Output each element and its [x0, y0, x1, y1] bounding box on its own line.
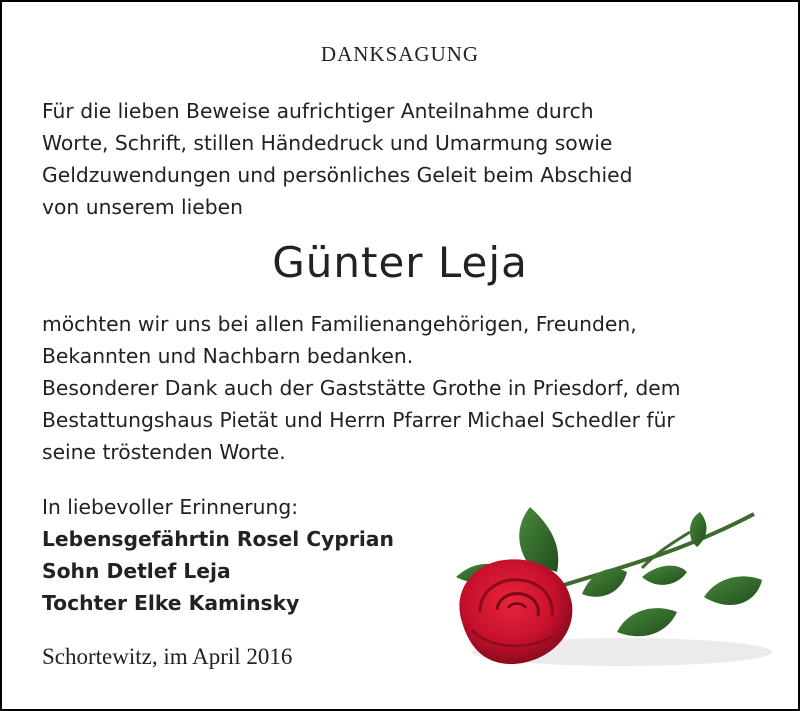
intro-line: Für die lieben Beweise aufrichtiger Anteilnahme durch	[42, 99, 594, 123]
thanks-paragraph	[42, 308, 772, 372]
red-rose-icon	[442, 502, 782, 682]
intro-line: Worte, Schrift, stillen Händedruck und Umarmung sowie	[42, 131, 613, 155]
thanks-line: Bekannten und Nachbarn bedanken.	[42, 344, 414, 368]
intro-paragraph	[42, 95, 772, 223]
signoff-name: Sohn Detlef Leja	[42, 559, 231, 583]
heading: DANKSAGUNG	[320, 42, 480, 66]
deceased-name: Günter Leja	[272, 238, 528, 287]
place-date: Schortewitz, im April 2016	[42, 644, 293, 669]
intro-line: Geldzuwendungen und persönliches Geleit beim Abschied	[42, 163, 633, 187]
signoff-intro: In liebevoller Erinnerung:	[42, 495, 299, 519]
special-thanks-line: Bestattungshaus Pietät und Herrn Pfarrer Michael Schedler für	[42, 408, 675, 432]
intro-line: von unserem lieben	[42, 195, 243, 219]
signoff-name: Tochter Elke Kaminsky	[42, 591, 300, 615]
special-thanks-line: Besonderer Dank auch der Gaststätte Grothe in Priesdorf, dem	[42, 376, 681, 400]
special-thanks-line: seine tröstenden Worte.	[42, 440, 286, 464]
special-thanks-paragraph	[42, 372, 772, 468]
thanks-line: möchten wir uns bei allen Familienangehörigen, Freunden,	[42, 312, 637, 336]
signoff-name: Lebensgefährtin Rosel Cyprian	[42, 527, 394, 551]
